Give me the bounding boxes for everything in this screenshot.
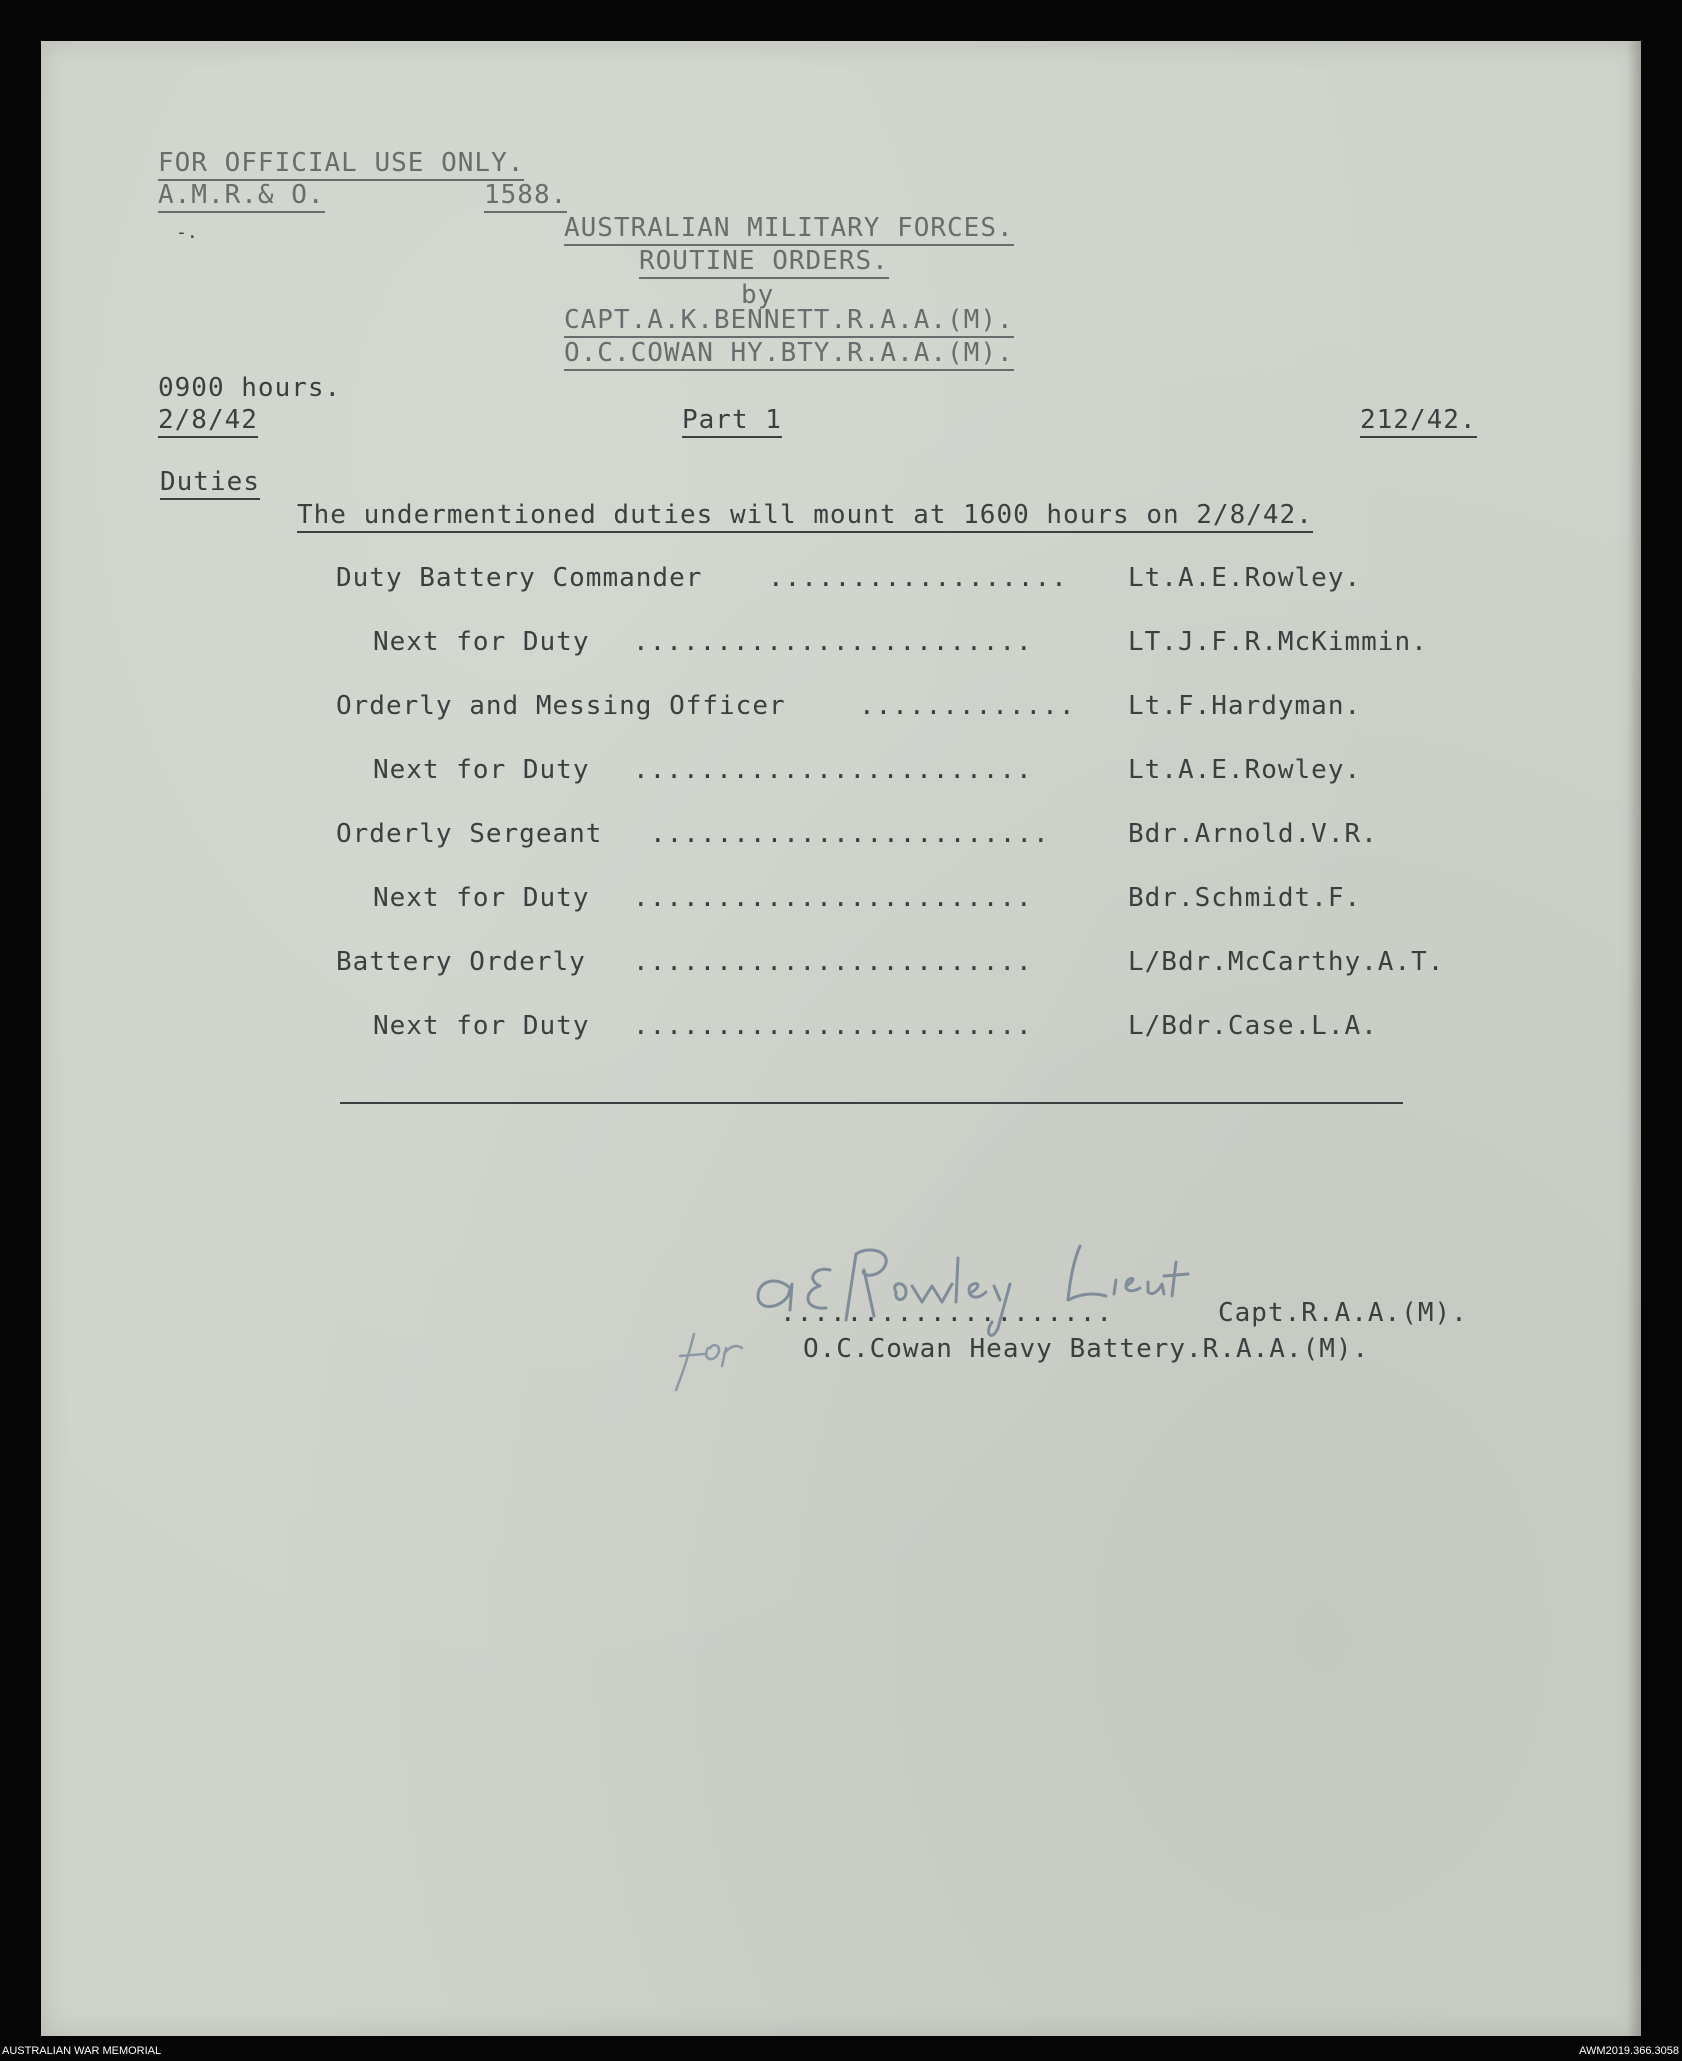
- order-time: 0900 hours.: [158, 373, 342, 403]
- part-number: Part 1: [682, 405, 782, 438]
- duty-label: Battery Orderly: [336, 947, 586, 977]
- duty-name: LT.J.F.R.McKimmin.: [1128, 627, 1428, 657]
- duty-label: Next for Duty: [373, 627, 590, 657]
- paper-edge-shadow: [1627, 41, 1641, 2036]
- duty-label: Next for Duty: [373, 883, 590, 913]
- section-intro: The undermentioned duties will mount at 1600 hours on 2/8/42.: [297, 500, 1313, 533]
- signatory-rank: Capt.R.A.A.(M).: [1218, 1298, 1468, 1328]
- issuer-line-1: CAPT.A.K.BENNETT.R.A.A.(M).: [564, 305, 1014, 338]
- duty-dots: ........................: [633, 947, 1033, 977]
- duty-label: Duty Battery Commander: [336, 563, 703, 593]
- duty-dots: ..................: [768, 563, 1068, 593]
- signatory-office: O.C.Cowan Heavy Battery.R.A.A.(M).: [803, 1334, 1370, 1364]
- duty-name: Lt.A.E.Rowley.: [1128, 755, 1362, 785]
- footer-institution: AUSTRALIAN WAR MEMORIAL: [2, 2045, 162, 2057]
- duty-label: Next for Duty: [373, 755, 590, 785]
- classification-line: FOR OFFICIAL USE ONLY.: [158, 148, 524, 181]
- reference-number: 1588.: [484, 180, 567, 213]
- duty-name: Lt.F.Hardyman.: [1128, 691, 1362, 721]
- section-heading: Duties: [160, 467, 260, 500]
- duty-label: Orderly and Messing Officer: [336, 691, 786, 721]
- duty-label: Orderly Sergeant: [336, 819, 603, 849]
- separator-rule: [340, 1102, 1403, 1104]
- duty-name: L/Bdr.McCarthy.A.T.: [1128, 947, 1445, 977]
- duty-name: Bdr.Arnold.V.R.: [1128, 819, 1378, 849]
- duty-name: Lt.A.E.Rowley.: [1128, 563, 1362, 593]
- by-line: by: [741, 280, 775, 310]
- duty-dots: ........................: [633, 755, 1033, 785]
- duty-dots: .............: [859, 691, 1076, 721]
- duty-label: Next for Duty: [373, 1011, 590, 1041]
- order-number: 212/42.: [1360, 405, 1477, 438]
- duty-dots: ........................: [633, 883, 1033, 913]
- duty-name: L/Bdr.Case.L.A.: [1128, 1011, 1378, 1041]
- duty-dots: ........................: [633, 1011, 1033, 1041]
- issuer-line-2: O.C.COWAN HY.BTY.R.A.A.(M).: [564, 338, 1014, 371]
- reference-label: A.M.R.& O.: [158, 180, 325, 213]
- doc-title: ROUTINE ORDERS.: [639, 246, 889, 279]
- footer-accession-number: AWM2019.366.3058: [1579, 2045, 1679, 2057]
- duty-dots: ........................: [633, 627, 1033, 657]
- duty-name: Bdr.Schmidt.F.: [1128, 883, 1362, 913]
- signature-dots: ....................: [780, 1298, 1114, 1328]
- org-title: AUSTRALIAN MILITARY FORCES.: [564, 213, 1014, 246]
- ink-mark: -.: [176, 222, 198, 243]
- duty-dots: ........................: [650, 819, 1050, 849]
- order-date: 2/8/42: [158, 405, 258, 438]
